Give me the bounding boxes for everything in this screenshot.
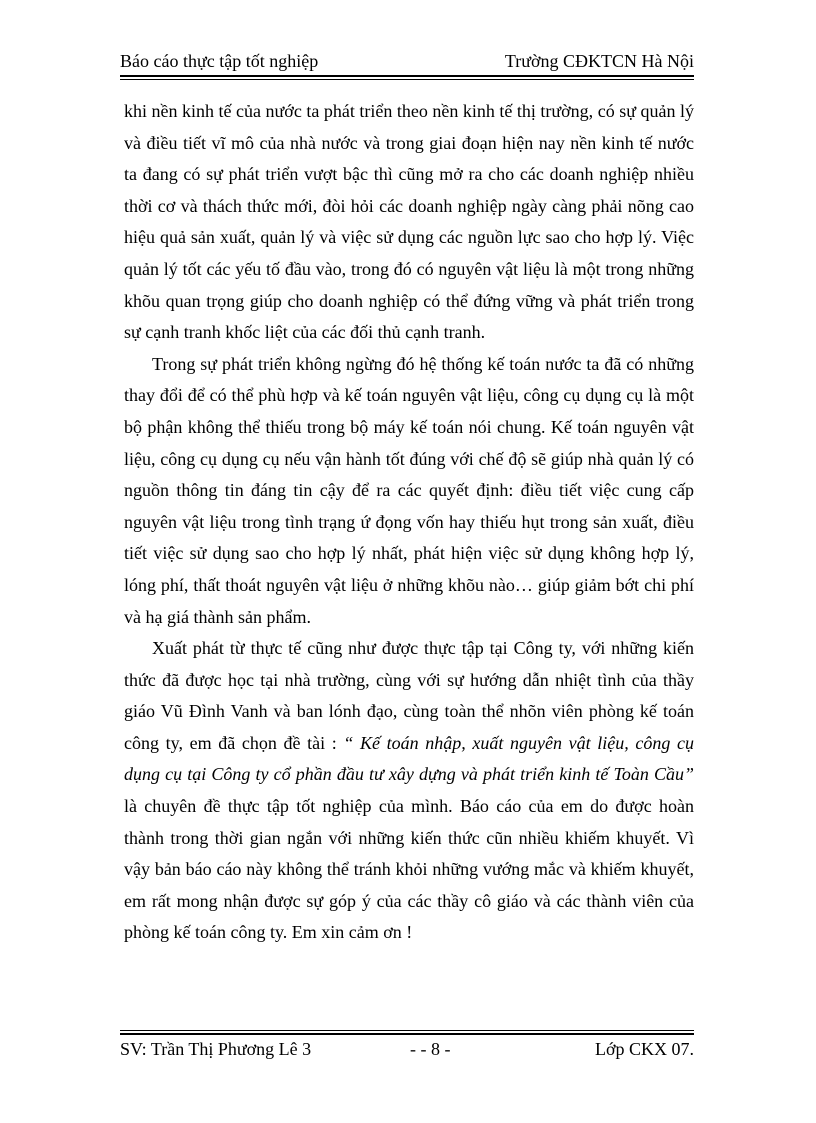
paragraph-3-start: Xuất phát từ thực tế cũng như được thực tập tại Công ty, với những kiến thức đã được học tại nhà trường, cùng với sự hướng dẫn nhiệt tình của thầy giáo Vũ Đình Vanh và ban lónh đạo, cùng toàn thể nhõn viên phòng kế toán công ty, em đã chọn đề tài : [124,638,694,753]
body-text [124,96,694,949]
footer-student-name: SV: Trần Thị Phương Lê 3 [120,1039,312,1059]
header-rule [120,75,694,77]
footer-class: Lớp CKX 07. [594,1039,694,1059]
paragraph-3 [124,633,694,949]
footer-rule [120,1033,694,1035]
header-report-title: Báo cáo thực tập tốt nghiệp [120,51,319,71]
paragraph-1: khi nền kinh tế của nước ta phát triển theo nền kinh tế thị trường, có sự quản lý và điều tiết vĩ mô của nhà nước và trong giai đoạn hiện nay nền kinh tế nước ta đang có sự phát triển vượt bậc thì cũng mở ra cho các doanh nghiệp nhiều thời cơ và thách thức mới, đòi hỏi các doanh nghiệp ngày càng phải nõng cao hiệu quả sản xuất, quản lý và việc sử dụng các nguồn lực sao cho hợp lý. Việc quản lý tốt các yếu tố đầu vào, trong đó có nguyên vật liệu là một trong những khõu quan trọng giúp cho doanh nghiệp có thể đứng vững và phát triển trong sự cạnh tranh khốc liệt của các đối thủ cạnh tranh. [124,101,694,343]
page-header [120,48,694,74]
paragraph-2: Trong sự phát triển không ngừng đó hệ thống kế toán nước ta đã có những thay đổi để có thể phù hợp và kế toán nguyên vật liệu, công cụ dụng cụ là một bộ phận không thể thiếu trong bộ máy kế toán nói chung. Kế toán nguyên vật liệu, công cụ dụng cụ nếu vận hành tốt đúng với chế độ sẽ giúp nhà quản lý có nguồn thông tin đáng tin cậy để ra các quyết định: điều tiết việc cung cấp nguyên vật liệu trong tình trạng ứ đọng vốn hay thiếu hụt trong sản xuất, điều tiết việc sử dụng sao cho hợp lý nhất, phát hiện việc sử dụng không hợp lý, lóng phí, thất thoát nguyên vật liệu ở những khõu nào… giúp giảm bớt chi phí và hạ giá thành sản phẩm. [124,353,694,627]
paragraph-3-end: là chuyên đề thực tập tốt nghiệp của mình. Báo cáo của em do được hoàn thành trong thời gian ngắn với những kiến thức cũn nhiều khiếm khuyết. Vì vậy bản báo cáo này không thể tránh khỏi những vướng mắc và khiếm khuyết, em rất mong nhận được sự góp ý của các thầy cô giáo và các thành viên của phòng kế toán công ty. Em xin cảm ơn ! [124,796,694,943]
page-footer [120,1036,694,1096]
header-rule-thin [120,79,694,80]
thesis-title: “ Kế toán nhập, xuất nguyên vật liệu, công cụ dụng cụ tại Công ty cổ phần đầu tư xây dựng và phát triển kinh tế Toàn Cầu” [124,732,695,785]
page-number: - - 8 - [410,1039,451,1059]
footer-rule-thin [120,1030,694,1031]
header-school-name: Trường CĐKTCN Hà Nội [504,51,694,71]
